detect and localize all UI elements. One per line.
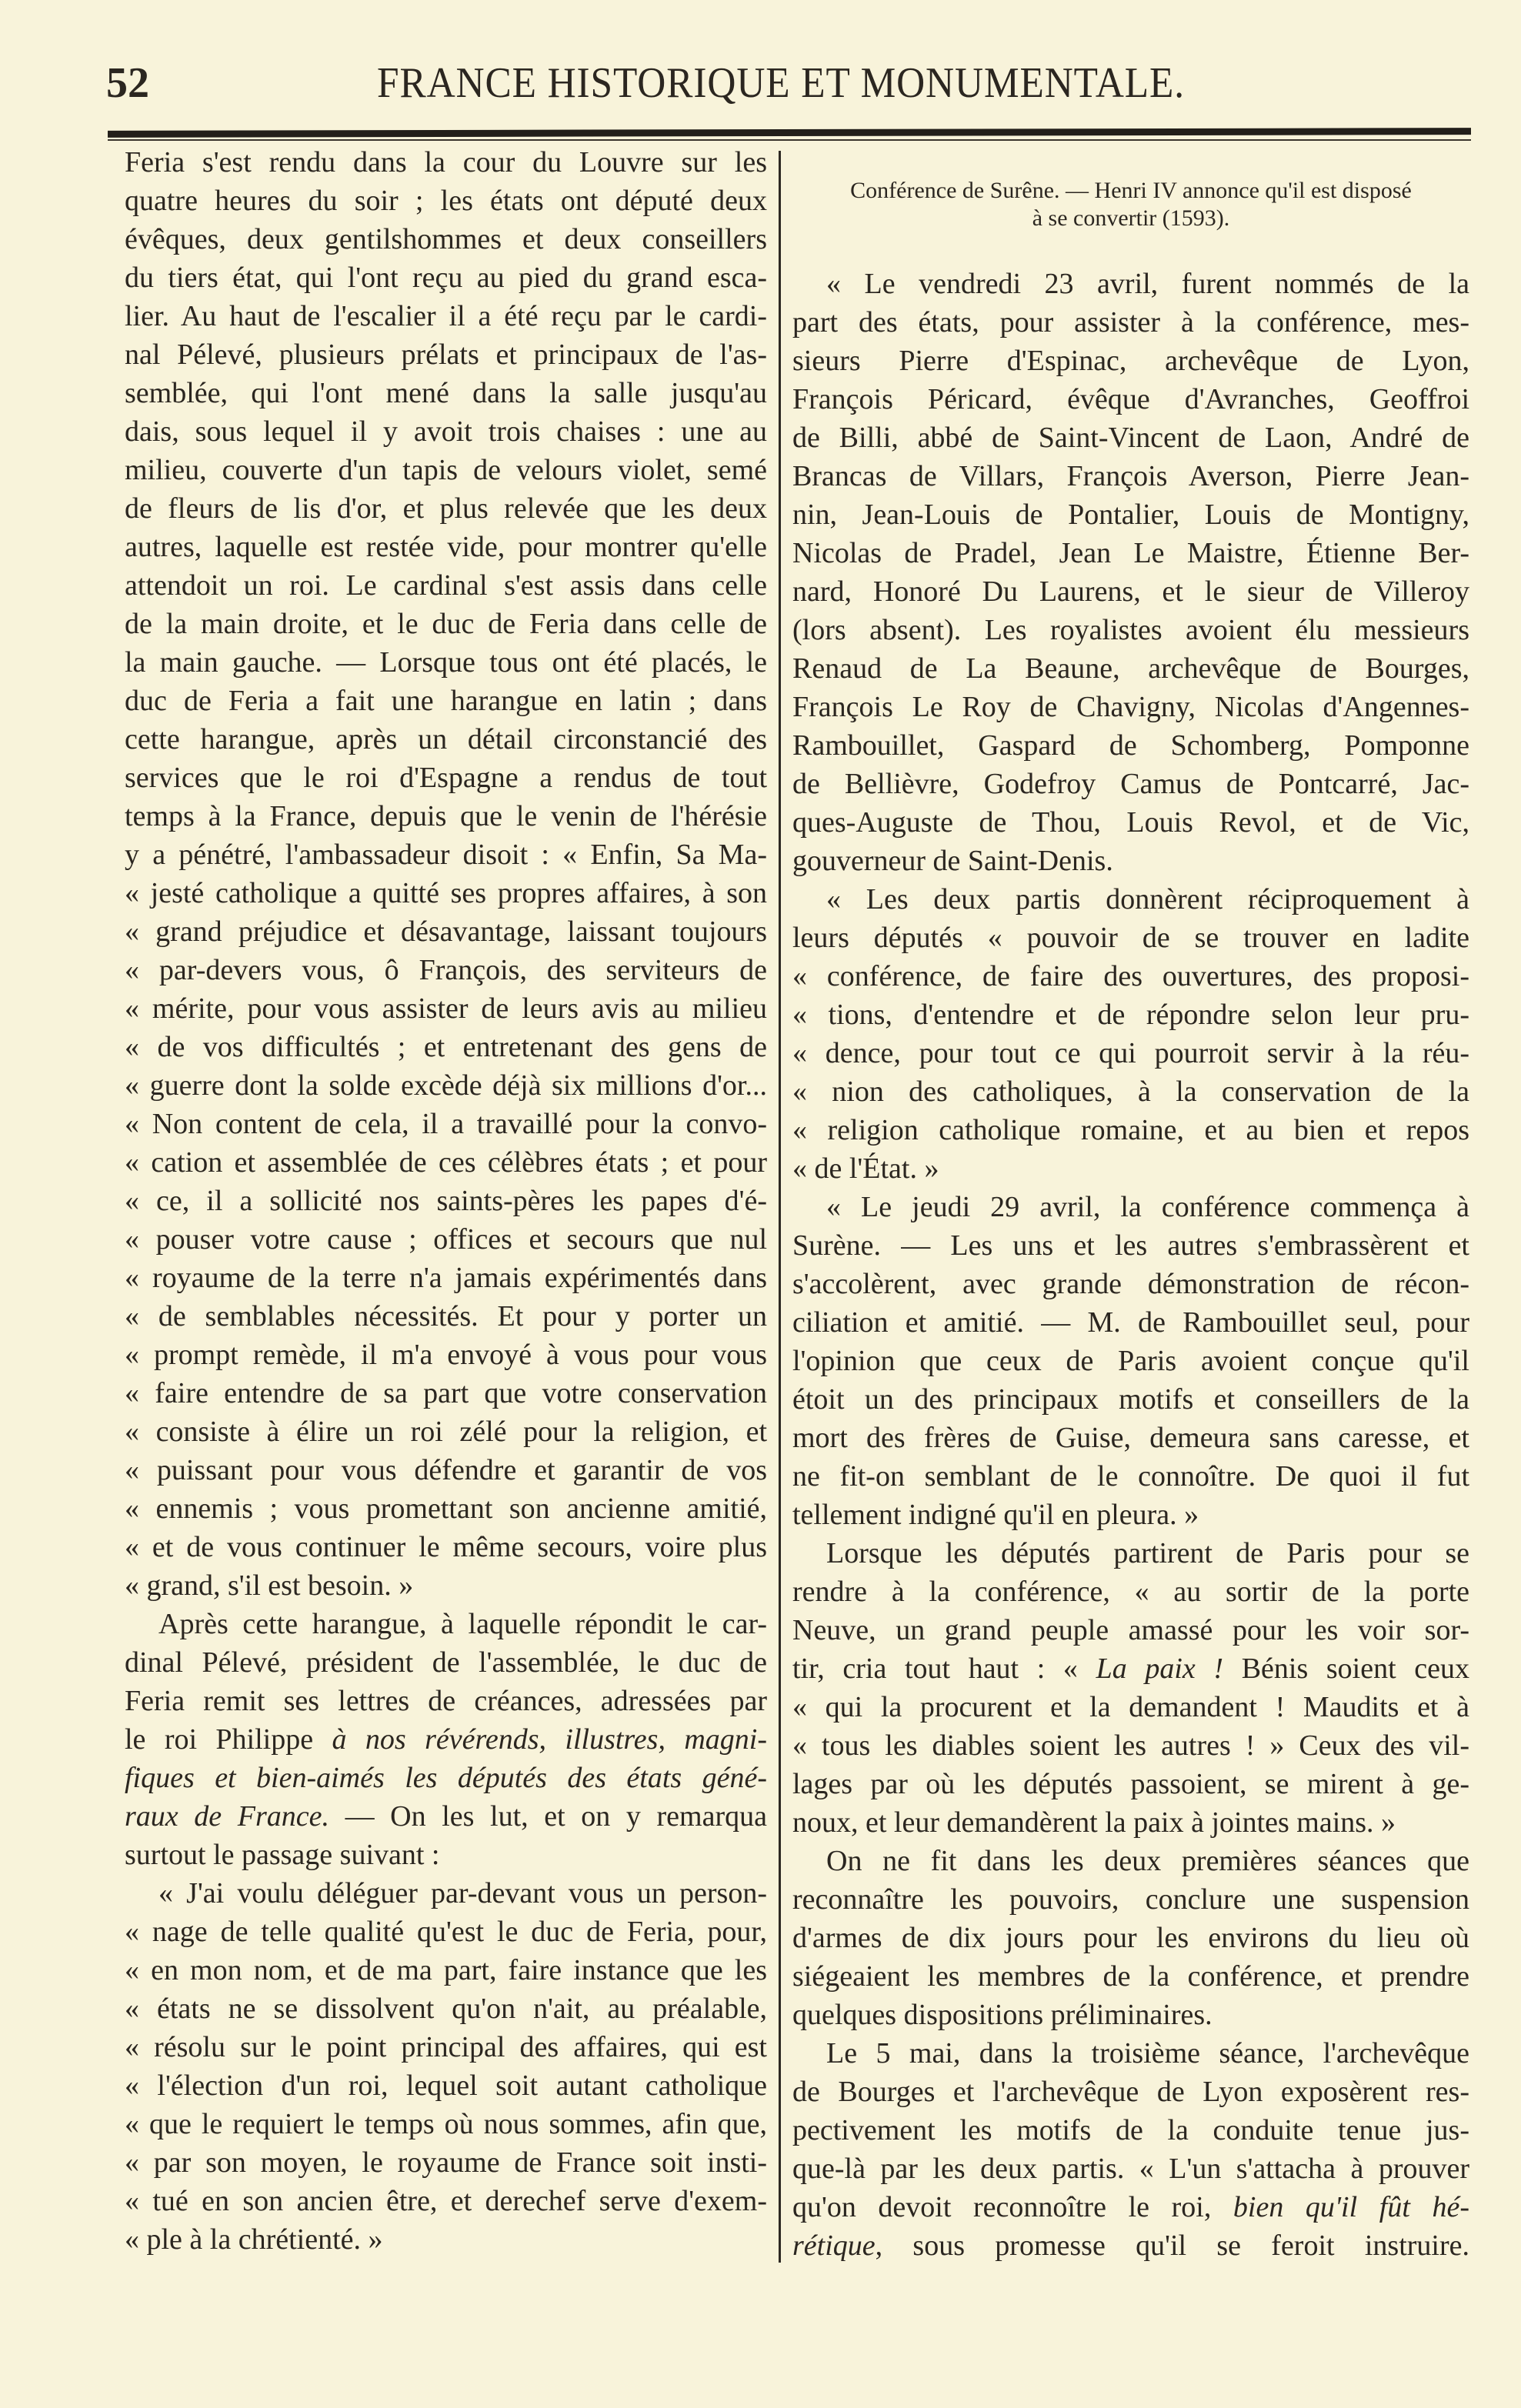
text-line	[792, 1649, 1469, 1688]
line-text: « l'élection d'un roi, lequel soit autant catholique	[125, 2069, 767, 2102]
line-text: gouverneur de Saint-Denis.	[792, 845, 1113, 877]
header-rule	[108, 128, 1471, 138]
line-text: « Les deux partis donnèrent réciproquement à	[826, 883, 1469, 916]
line-text: « grand préjudice et désavantage, laissant toujours	[125, 916, 767, 948]
line-text: siégeaient les membres de la conférence, et prendre	[792, 1960, 1469, 1993]
line-text: « ennemis ; vous promettant son ancienne amitié,	[125, 1492, 767, 1525]
page-number: 52	[106, 59, 149, 107]
line-text: Renaud de La Beaune, archevêque de Bourges,	[792, 652, 1469, 685]
paragraph	[792, 1534, 1469, 1842]
line-text: « tué en son ancien être, et derechef serve d'exem-	[125, 2185, 767, 2217]
line-text: « ce, il a sollicité nos saints-pères les papes d'é-	[125, 1185, 767, 1217]
text-line	[792, 2188, 1469, 2226]
text-line	[125, 643, 767, 682]
italic-text: La paix !	[1096, 1653, 1224, 1685]
text-line	[125, 1989, 767, 2028]
text-line	[792, 1072, 1469, 1111]
line-text: « de l'État. »	[792, 1152, 939, 1185]
text-line	[792, 726, 1469, 765]
text-line	[125, 2182, 767, 2220]
italic-text: raux de France.	[125, 1800, 329, 1833]
text-line	[792, 342, 1469, 380]
text-line	[792, 1919, 1469, 1957]
line-text: « de semblables nécessités. Et pour y porter un	[125, 1300, 767, 1332]
line-text: l'opinion que ceux de Paris avoient conçue qu'il	[792, 1345, 1469, 1377]
text-line	[792, 572, 1469, 611]
line-text: « guerre dont la solde excède déjà six millions d'or...	[125, 1069, 767, 1102]
paragraph	[125, 143, 767, 1605]
text-line	[125, 1336, 767, 1374]
text-line	[792, 265, 1469, 303]
line-text: milieu, couverte d'un tapis de velours violet, semé	[125, 454, 767, 486]
text-line	[792, 1803, 1469, 1842]
line-text: de Bourges et l'archevêque de Lyon exposèrent res-	[792, 2076, 1469, 2108]
text-line	[792, 1957, 1469, 1996]
line-text: dinal Pélevé, président de l'assemblée, le duc de	[125, 1646, 767, 1679]
text-line	[125, 1220, 767, 1259]
line-text: semblée, qui l'ont mené dans la salle jusqu'au	[125, 377, 767, 409]
line-text: « par son moyen, le royaume de France soit insti-	[125, 2146, 767, 2179]
line-text: « par-devers vous, ô François, des serviteurs de	[125, 954, 767, 986]
text-line	[792, 495, 1469, 534]
text-line	[125, 874, 767, 912]
line-text: que-là par les deux partis. « L'un s'attacha à prouver	[792, 2153, 1469, 2185]
section-heading-line: Conférence de Surêne. — Henri IV annonce qu'il est disposé	[850, 178, 1412, 203]
line-text: mort des frères de Guise, demeura sans caresse, et	[792, 1422, 1469, 1454]
line-text: de Bellièvre, Godefroy Camus de Pontcarré, Jac-	[792, 768, 1469, 800]
line-text: « jesté catholique a quitté ses propres affaires, à son	[125, 877, 767, 909]
text-line	[792, 1034, 1469, 1072]
text-line	[125, 1374, 767, 1412]
line-text: « faire entendre de sa part que votre conservation	[125, 1377, 767, 1409]
text-line	[792, 842, 1469, 880]
text-line	[792, 1765, 1469, 1803]
text-line	[125, 566, 767, 605]
line-text: « que le requiert le temps où nous sommes, afin que,	[125, 2108, 767, 2140]
line-text: ques-Auguste de Thou, Louis Revol, et de Vic,	[792, 806, 1469, 839]
line-text: nal Pélevé, plusieurs prélats et principaux de l'as-	[125, 339, 767, 371]
line-text: étoit un des principaux motifs et conseillers de la	[792, 1383, 1469, 1416]
text-line	[792, 419, 1469, 457]
line-text: « qui la procurent et la demandent ! Maudits et à	[792, 1691, 1469, 1723]
line-text: qu'on devoit reconnoître le roi,	[792, 2191, 1233, 2223]
line-text: « Non content de cela, il a travaillé pour la convo-	[125, 1108, 767, 1140]
text-line	[125, 1913, 767, 1951]
text-line	[792, 1265, 1469, 1303]
line-text: , sous promesse qu'il se feroit instruire.	[875, 2230, 1469, 2262]
text-line	[125, 2220, 767, 2259]
text-line	[125, 1836, 767, 1874]
text-line	[125, 1412, 767, 1451]
line-text: nard, Honoré Du Laurens, et le sieur de Villeroy	[792, 575, 1469, 608]
line-text: « dence, pour tout ce qui pourroit servir à la réu-	[792, 1037, 1469, 1069]
line-text: part des états, pour assister à la conférence, mes-	[792, 306, 1469, 339]
text-line	[125, 1682, 767, 1720]
line-text: reconnaître les pouvoirs, conclure une suspension	[792, 1883, 1469, 1916]
text-line	[125, 335, 767, 374]
line-text: nin, Jean-Louis de Pontalier, Louis de Montigny,	[792, 499, 1469, 531]
section-heading-line: à se convertir (1593).	[1032, 205, 1230, 231]
text-line	[792, 996, 1469, 1034]
text-line	[792, 1496, 1469, 1534]
text-line	[792, 457, 1469, 495]
line-text: (lors absent). Les royalistes avoient élu messieurs	[792, 614, 1469, 646]
line-text: sieurs Pierre d'Espinac, archevêque de Lyon,	[792, 345, 1469, 377]
text-line	[792, 1457, 1469, 1496]
right-column	[792, 265, 1469, 2265]
header-rule-thin	[108, 139, 1471, 141]
text-line	[125, 1643, 767, 1682]
line-text: « en mon nom, et de ma part, faire instance que les	[125, 1954, 767, 1986]
column-divider	[779, 151, 781, 2263]
text-line	[792, 1149, 1469, 1188]
text-line	[792, 380, 1469, 419]
text-line	[125, 1566, 767, 1605]
text-line	[125, 374, 767, 412]
paragraph	[792, 1842, 1469, 2034]
text-line	[792, 1573, 1469, 1611]
text-line	[792, 649, 1469, 688]
text-line	[125, 1143, 767, 1182]
line-text: dais, sous lequel il y avoit trois chaises : une au	[125, 415, 767, 448]
text-line	[792, 765, 1469, 803]
text-line	[125, 1297, 767, 1336]
text-line	[792, 2226, 1469, 2265]
line-text: — On les lut, et on y remarqua	[329, 1800, 767, 1833]
text-line	[125, 1797, 767, 1836]
text-line	[792, 1880, 1469, 1919]
line-text: le roi Philippe	[125, 1723, 332, 1756]
line-text: ciliation et amitié. — M. de Rambouillet seul, pour	[792, 1306, 1469, 1339]
text-line	[792, 1419, 1469, 1457]
text-line	[125, 2105, 767, 2143]
line-text: « J'ai voulu déléguer par-devant vous un person-	[158, 1877, 767, 1909]
line-text: lier. Au haut de l'escalier il a été reçu par le cardi-	[125, 300, 767, 332]
line-text: Feria remit ses lettres de créances, adressées par	[125, 1685, 767, 1717]
text-line	[125, 1874, 767, 1913]
text-line	[125, 835, 767, 874]
line-text: On ne fit dans les deux premières séances que	[826, 1845, 1469, 1877]
line-text: Nicolas de Pradel, Jean Le Maistre, Étienne Ber-	[792, 537, 1469, 569]
text-line	[125, 1528, 767, 1566]
text-line	[792, 803, 1469, 842]
line-text: Brancas de Villars, François Averson, Pierre Jean-	[792, 460, 1469, 492]
text-line	[125, 143, 767, 182]
text-line	[125, 2143, 767, 2182]
line-text: rendre à la conférence, « au sortir de la porte	[792, 1576, 1469, 1608]
text-line	[125, 1259, 767, 1297]
line-text: tir, cria tout haut : «	[792, 1653, 1096, 1685]
text-line	[792, 957, 1469, 996]
line-text: ne fit-on semblant de le connoître. De quoi il fut	[792, 1460, 1469, 1492]
text-line	[792, 1996, 1469, 2034]
paragraph	[792, 265, 1469, 880]
text-line	[125, 2066, 767, 2105]
line-text: quatre heures du soir ; les états ont député deux	[125, 185, 767, 217]
text-line	[125, 1720, 767, 1759]
text-line	[125, 451, 767, 489]
text-line	[125, 682, 767, 720]
line-text: « nage de telle qualité qu'est le duc de Feria, pour,	[125, 1916, 767, 1948]
line-text: pectivement les motifs de la conduite tenue jus-	[792, 2114, 1469, 2146]
text-line	[792, 611, 1469, 649]
line-text: « mérite, pour vous assister de leurs avis au milieu	[125, 992, 767, 1025]
text-line	[125, 759, 767, 797]
italic-text: fiques et bien-aimés les députés des états géné-	[125, 1762, 767, 1794]
line-text: de la main droite, et le duc de Feria dans celle de	[125, 608, 767, 640]
line-text: « et de vous continuer le même secours, voire plus	[125, 1531, 767, 1563]
line-text: « Le vendredi 23 avril, furent nommés de la	[826, 268, 1469, 300]
text-line	[792, 2111, 1469, 2150]
line-text: de Billi, abbé de Saint-Vincent de Laon, André de	[792, 422, 1469, 454]
italic-text: bien qu'il fût hé-	[1232, 2191, 1469, 2223]
text-line	[125, 1951, 767, 1989]
line-text: « pouser votre cause ; offices et secours que nul	[125, 1223, 767, 1256]
line-text: tellement indigné qu'il en pleura. »	[792, 1499, 1199, 1531]
text-line	[125, 258, 767, 297]
text-line	[125, 297, 767, 335]
section-heading	[792, 177, 1469, 232]
line-text: « consiste à élire un roi zélé pour la religion, et	[125, 1416, 767, 1448]
text-line	[792, 1688, 1469, 1726]
running-title: FRANCE HISTORIQUE ET MONUMENTALE.	[377, 59, 1185, 107]
text-line	[125, 951, 767, 989]
text-line	[125, 1605, 767, 1643]
line-text: Feria s'est rendu dans la cour du Louvre sur les	[125, 146, 767, 178]
text-line	[792, 303, 1469, 342]
paragraph	[792, 880, 1469, 1188]
text-line	[792, 1342, 1469, 1380]
line-text: François Péricard, évêque d'Avranches, Geoffroi	[792, 383, 1469, 415]
text-line	[792, 2150, 1469, 2188]
text-line	[125, 528, 767, 566]
paragraph	[792, 1188, 1469, 1534]
text-line	[125, 1105, 767, 1143]
line-text: lages par où les députés passoient, se mirent à ge-	[792, 1768, 1469, 1800]
line-text: évêques, deux gentilshommes et deux conseillers	[125, 223, 767, 255]
text-line	[125, 1451, 767, 1489]
line-text: « tous les diables soient les autres ! » Ceux des vil-	[792, 1729, 1469, 1762]
line-text: Après cette harangue, à laquelle répondit le car-	[158, 1608, 767, 1640]
line-text: « Le jeudi 29 avril, la conférence commença à	[826, 1191, 1469, 1223]
line-text: « résolu sur le point principal des affaires, qui est	[125, 2031, 767, 2063]
line-text: « tions, d'entendre et de répondre selon leur pru-	[792, 999, 1469, 1031]
line-text: noux, et leur demandèrent la paix à jointes mains. »	[792, 1806, 1396, 1839]
line-text: Rambouillet, Gaspard de Schomberg, Pomponne	[792, 729, 1469, 762]
line-text: François Le Roy de Chavigny, Nicolas d'Angennes-	[792, 691, 1469, 723]
text-line	[792, 2073, 1469, 2111]
text-line	[125, 1182, 767, 1220]
text-line	[125, 1066, 767, 1105]
italic-text: à nos révérends, illustres, magni-	[332, 1723, 767, 1756]
text-line	[792, 1111, 1469, 1149]
text-line	[792, 1303, 1469, 1342]
line-text: « de vos difficultés ; et entretenant des gens de	[125, 1031, 767, 1063]
line-text: cette harangue, après un détail circonstancié des	[125, 723, 767, 755]
text-line	[792, 1226, 1469, 1265]
text-line	[792, 1726, 1469, 1765]
text-line	[792, 1842, 1469, 1880]
text-line	[125, 797, 767, 835]
line-text: y a pénétré, l'ambassadeur disoit : « Enfin, Sa Ma-	[125, 839, 767, 871]
line-text: attendoit un roi. Le cardinal s'est assis dans celle	[125, 569, 767, 602]
text-line	[792, 1380, 1469, 1419]
line-text: « royaume de la terre n'a jamais expérimentés dans	[125, 1262, 767, 1294]
text-line	[125, 720, 767, 759]
text-line	[125, 912, 767, 951]
line-text: de fleurs de lis d'or, et plus relevée que les deux	[125, 492, 767, 525]
text-line	[125, 2028, 767, 2066]
text-line	[125, 182, 767, 220]
line-text: « nion des catholiques, à la conservation de la	[792, 1076, 1469, 1108]
line-text: surtout le passage suivant :	[125, 1839, 440, 1871]
text-line	[792, 1188, 1469, 1226]
text-line	[125, 605, 767, 643]
line-text: temps à la France, depuis que le venin de l'hérésie	[125, 800, 767, 832]
line-text: Le 5 mai, dans la troisième séance, l'archevêque	[826, 2037, 1469, 2069]
paragraph	[792, 2034, 1469, 2265]
text-line	[792, 880, 1469, 919]
line-text: « états ne se dissolvent qu'on n'ait, au préalable,	[125, 1993, 767, 2025]
line-text: Bénis soient ceux	[1223, 1653, 1470, 1685]
line-text: « religion catholique romaine, et au bien et repos	[792, 1114, 1469, 1146]
line-text: duc de Feria a fait une harangue en latin ; dans	[125, 685, 767, 717]
line-text: « puissant pour vous défendre et garantir de vos	[125, 1454, 767, 1486]
text-line	[792, 534, 1469, 572]
left-column	[125, 143, 767, 2259]
text-line	[792, 1611, 1469, 1649]
text-line	[792, 1534, 1469, 1573]
line-text: services que le roi d'Espagne a rendus de tout	[125, 762, 767, 794]
line-text: « cation et assemblée de ces célèbres états ; et pour	[125, 1146, 767, 1179]
line-text: Surène. — Les uns et les autres s'embrassèrent et	[792, 1229, 1469, 1262]
line-text: « conférence, de faire des ouvertures, des proposi-	[792, 960, 1469, 992]
text-line	[125, 1489, 767, 1528]
line-text: d'armes de dix jours pour les environs du lieu où	[792, 1922, 1469, 1954]
text-line	[125, 220, 767, 258]
line-text: s'accolèrent, avec grande démonstration de récon-	[792, 1268, 1469, 1300]
text-line	[792, 919, 1469, 957]
line-text: leurs députés « pouvoir de se trouver en ladite	[792, 922, 1469, 954]
line-text: « grand, s'il est besoin. »	[125, 1569, 414, 1602]
paragraph	[125, 1874, 767, 2259]
text-line	[125, 412, 767, 451]
line-text: autres, laquelle est restée vide, pour montrer qu'elle	[125, 531, 767, 563]
text-line	[125, 989, 767, 1028]
text-line	[125, 1028, 767, 1066]
line-text: du tiers état, qui l'ont reçu au pied du grand esca-	[125, 262, 767, 294]
line-text: Neuve, un grand peuple amassé pour les voir sor-	[792, 1614, 1469, 1646]
line-text: la main gauche. — Lorsque tous ont été placés, le	[125, 646, 767, 679]
paragraph	[125, 1605, 767, 1874]
text-line	[125, 489, 767, 528]
text-line	[125, 1759, 767, 1797]
text-line	[792, 2034, 1469, 2073]
line-text: « ple à la chrétienté. »	[125, 2223, 383, 2256]
line-text: « prompt remède, il m'a envoyé à vous pour vous	[125, 1339, 767, 1371]
text-line	[792, 688, 1469, 726]
line-text: quelques dispositions préliminaires.	[792, 1999, 1212, 2031]
line-text: Lorsque les députés partirent de Paris pour se	[826, 1537, 1469, 1569]
italic-text: rétique	[792, 2230, 876, 2262]
